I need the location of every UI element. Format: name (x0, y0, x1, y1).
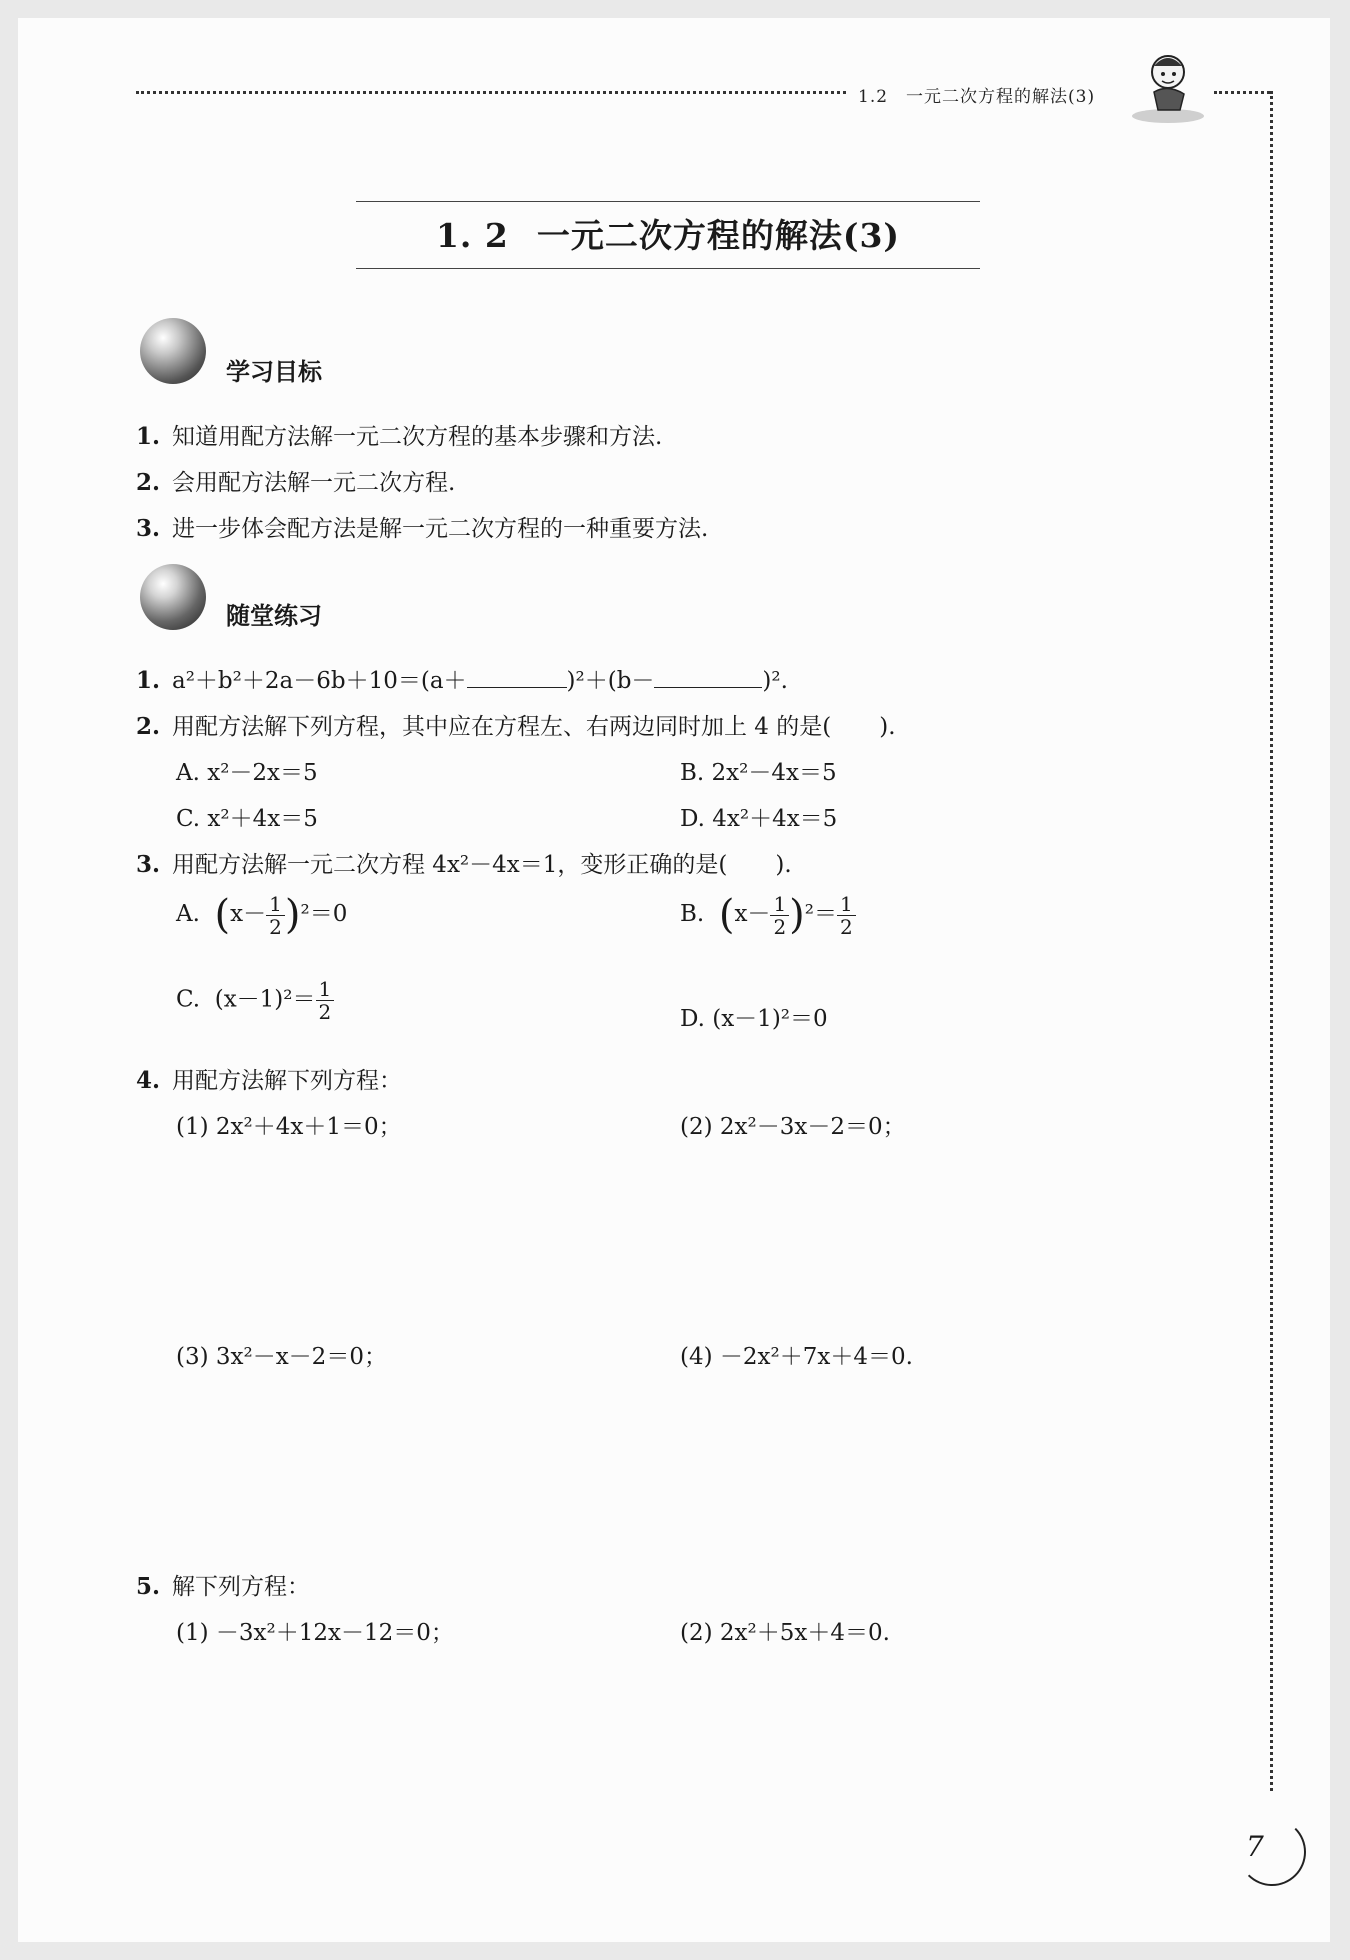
page-number: 7 (1246, 1830, 1264, 1863)
running-title: 1.2 一元二次方程的解法(3) (858, 87, 1096, 107)
question-3: 3. 用配方法解一元二次方程 4x²－4x＝1，变形正确的是( ). (136, 851, 792, 878)
goals-ball-icon (140, 318, 206, 384)
option-c: C. x²＋4x＝5 (176, 806, 318, 832)
practice-heading: 随堂练习 (226, 602, 322, 630)
subquestion-5-1: (1) －3x²＋12x－12＝0； (176, 1620, 454, 1646)
subquestion-4-3: (3) 3x²－x－2＝0； (176, 1344, 387, 1370)
goals-heading: 学习目标 (226, 358, 322, 386)
lesson-title-box (356, 201, 980, 269)
option-d: D. (x－1)²＝0 (680, 1006, 828, 1032)
question-4: 4. 用配方法解下列方程： (136, 1067, 402, 1094)
practice-ball-icon (140, 564, 206, 630)
answer-blank[interactable] (467, 663, 567, 688)
worksheet-page (18, 18, 1330, 1942)
work-area[interactable] (680, 1378, 1140, 1558)
option-b: B. 2x²－4x＝5 (680, 760, 837, 786)
option-c: C. (x－1)²＝ $\frac{1}{2}$ (176, 978, 334, 1023)
work-area[interactable] (680, 1658, 1140, 1818)
cartoon-boy-icon (1118, 48, 1218, 128)
subquestion-5-2: (2) 2x²＋5x＋4＝0. (680, 1620, 890, 1646)
option-a: A. x²－2x＝5 (176, 760, 318, 786)
option-b: B. (x－ $\frac{1}{2}$ )²＝ $\frac{1}{2}$ (680, 892, 856, 938)
subquestion-4-1: (1) 2x²＋4x＋1＝0； (176, 1114, 402, 1140)
margin-dotted-rule (1270, 91, 1273, 1791)
option-d: D. 4x²＋4x＝5 (680, 806, 838, 832)
subquestion-4-4: (4) －2x²＋7x＋4＝0. (680, 1344, 913, 1370)
option-a: A. (x－ $\frac{1}{2}$ )²＝0 (176, 891, 348, 939)
subquestion-4-2: (2) 2x²－3x－2＝0； (680, 1114, 906, 1140)
lesson-title-text: 一元二次方程的解法(3) (536, 216, 901, 255)
work-area[interactable] (176, 1148, 636, 1328)
work-area[interactable] (176, 1378, 636, 1558)
lesson-title (356, 210, 980, 257)
work-area[interactable] (680, 1148, 1140, 1328)
header-dotted-rule-right (1214, 91, 1270, 94)
question-5: 5. 解下列方程： (136, 1573, 310, 1600)
goal-item: 2. 会用配方法解一元二次方程. (136, 469, 456, 496)
goal-item: 1. 知道用配方法解一元二次方程的基本步骤和方法. (136, 423, 663, 450)
question-2: 2. 用配方法解下列方程，其中应在方程左、右两边同时加上 4 的是( ). (136, 713, 896, 740)
question-1: 1. a²＋b²＋2a－6b＋10＝(a＋ )²＋(b－ )². (136, 662, 788, 695)
work-area[interactable] (176, 1658, 636, 1818)
header-dotted-rule (136, 91, 846, 94)
goal-item: 3. 进一步体会配方法是解一元二次方程的一种重要方法. (136, 515, 709, 542)
answer-blank[interactable] (654, 663, 762, 688)
lesson-number: 1. 2 (435, 216, 509, 255)
